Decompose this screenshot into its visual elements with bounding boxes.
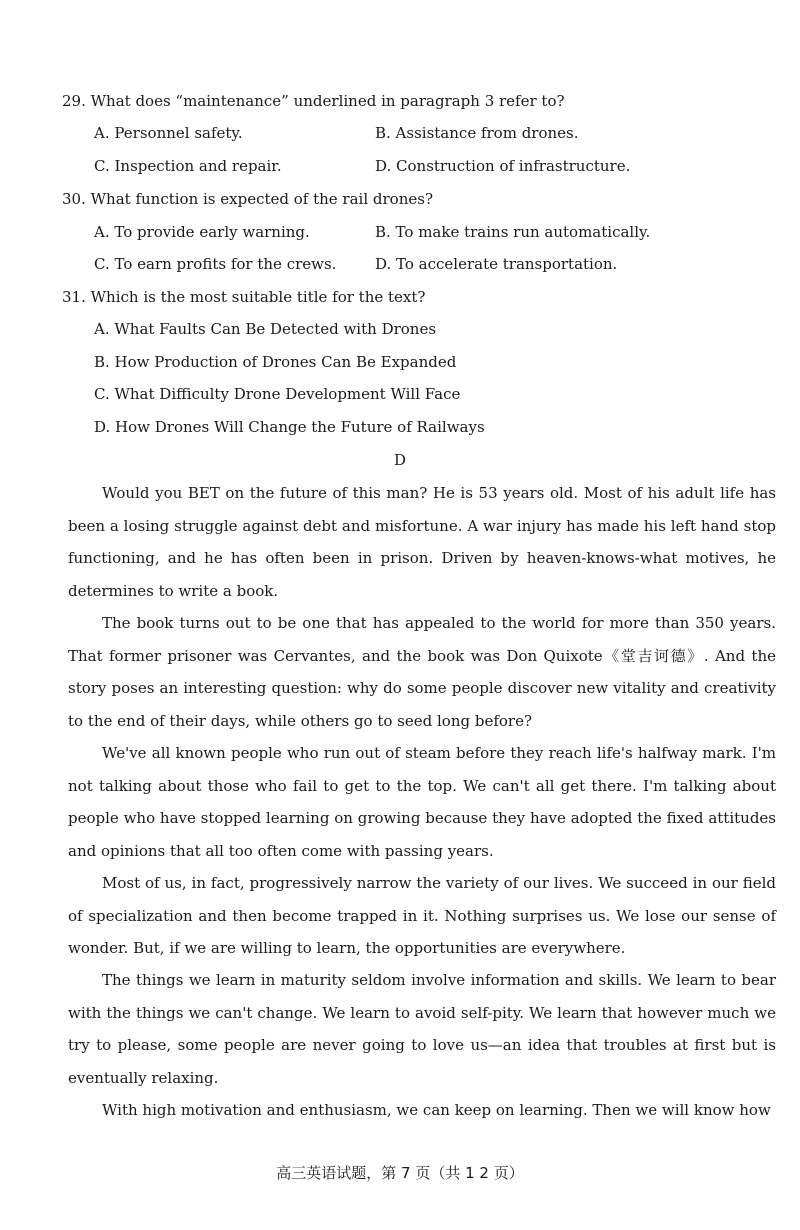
question-30-option-a: A. To provide early warning. xyxy=(94,223,310,241)
question-29-option-a: A. Personnel safety. xyxy=(94,124,243,142)
passage-paragraph-1: Would you BET on the future of this man? He is 53 years old. Most of his adult life has been a losing struggle against debt and misfortune. A war injury has made his left hand stop functioning, and he has often been in prison. Driven by heaven-knows-what motives, he determines to write a book. xyxy=(68,484,776,600)
question-30-stem: 30. What function is expected of the rail drones? xyxy=(62,190,433,208)
passage-paragraph-6: With high motivation and enthusiasm, we can keep on learning. Then we will know how xyxy=(102,1101,771,1119)
question-29-stem: 29. What does “maintenance” underlined in paragraph 3 refer to? xyxy=(62,92,565,110)
passage-paragraph-3: We've all known people who run out of steam before they reach life's halfway mark. I'm not talking about those who fail to get to the top. We can't all get there. I'm talking about people who have stopped learning on growing because they have adopted the fixed attitudes and opinions that all too often come with passing years. xyxy=(68,744,776,860)
question-29-option-b: B. Assistance from drones. xyxy=(375,124,579,142)
passage-paragraph-4: Most of us, in fact, progressively narrow the variety of our lives. We succeed in our field of specialization and then become trapped in it. Nothing surprises us. We lose our sense of wonder. But, if we are willing to learn, the opportunities are everywhere. xyxy=(68,874,776,957)
passage-heading: D xyxy=(393,451,407,469)
question-31-stem: 31. Which is the most suitable title for the text? xyxy=(62,288,426,306)
question-29-option-c: C. Inspection and repair. xyxy=(94,157,282,175)
passage-paragraph-2: The book turns out to be one that has appealed to the world for more than 350 years. That former prisoner was Cervantes, and the book was Don Quixote《堂吉诃德》. And the story poses an interesting question: why do some people discover new vitality and creativity to the end of their days, while others go to seed long before? xyxy=(68,614,776,730)
question-30-option-b: B. To make trains run automatically. xyxy=(375,223,651,241)
question-31-option-d: D. How Drones Will Change the Future of Railways xyxy=(94,418,485,436)
question-30-option-c: C. To earn profits for the crews. xyxy=(94,255,337,273)
passage-paragraph-5: The things we learn in maturity seldom involve information and skills. We learn to bear with the things we can't change. We learn to avoid self-pity. We learn that however much we try to please, some people are never going to love us—an idea that troubles at first but is eventually relaxing. xyxy=(68,971,776,1087)
question-31-option-c: C. What Difficulty Drone Development Will Face xyxy=(94,385,461,403)
question-31-option-a: A. What Faults Can Be Detected with Drones xyxy=(94,320,437,338)
question-29-option-d: D. Construction of infrastructure. xyxy=(375,157,631,175)
question-30-option-d: D. To accelerate transportation. xyxy=(375,255,618,273)
page-footer: 高三英语试题，第 7 页（共 1 2 页） xyxy=(276,1164,524,1182)
question-31-option-b: B. How Production of Drones Can Be Expanded xyxy=(94,353,457,371)
